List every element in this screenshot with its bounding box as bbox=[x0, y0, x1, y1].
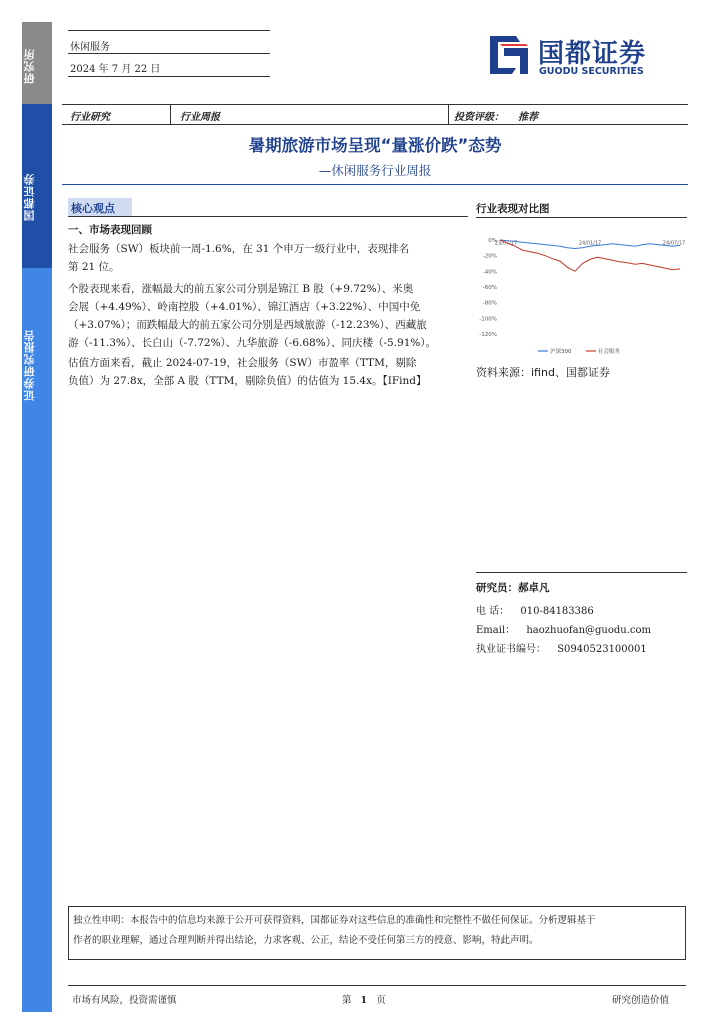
text-line: 第 21 位。 bbox=[68, 261, 120, 273]
y-tick-label: -100% bbox=[479, 316, 497, 323]
header-rule-top bbox=[68, 30, 270, 31]
title-rule bbox=[62, 184, 688, 185]
analyst-phone-row bbox=[476, 602, 594, 617]
sidebar-top-block bbox=[22, 22, 52, 104]
paragraph-stock-performance bbox=[68, 280, 468, 352]
email-label: Email： bbox=[476, 625, 516, 636]
category-divider-2 bbox=[448, 104, 449, 124]
legend-label: 沪深300 bbox=[550, 349, 572, 355]
paragraph-sector-performance bbox=[68, 240, 468, 276]
rating-label: 投资评级： bbox=[454, 112, 504, 123]
core-rule bbox=[68, 216, 468, 217]
sidebar-bottom-label: 证券研究报告 bbox=[23, 329, 36, 401]
sidebar-top-label: 研究所 bbox=[23, 48, 36, 84]
sidebar-mid-block bbox=[22, 104, 52, 268]
chart-title: 行业表现对比图 bbox=[476, 203, 550, 215]
disclaimer-line: 独立性申明：本报告中的信息均来源于公开可获得资料，国都证券对这些信息的准确性和完整性不做任何保证。分析逻辑基于 bbox=[73, 915, 596, 926]
analyst-name: 研究员：郝卓凡 bbox=[476, 582, 550, 594]
footer-risk-note: 市场有风险，投资需谨慎 bbox=[72, 995, 177, 1006]
y-tick-label: 0% bbox=[488, 237, 497, 244]
chart-title-rule bbox=[476, 217, 687, 218]
y-tick-label: -120% bbox=[479, 332, 497, 338]
category-divider-1 bbox=[170, 104, 171, 124]
guodu-logo-icon bbox=[486, 32, 532, 78]
cert-label: 执业证书编号： bbox=[476, 644, 546, 655]
text-line: 游（-11.3%）、长白山（-7.72%）、九华旅游（-6.68%）、同庆楼（-5.91%）。 bbox=[68, 337, 437, 349]
page-suffix: 页 bbox=[376, 995, 386, 1006]
x-tick-label: 24/07/17 bbox=[662, 240, 686, 247]
category-rule-bottom bbox=[62, 124, 688, 125]
category-rule-top bbox=[62, 104, 688, 105]
footer-slogan: 研究创造价值 bbox=[612, 995, 670, 1006]
analyst-cert-row bbox=[476, 640, 647, 655]
core-viewpoint-label: 核心观点 bbox=[71, 202, 115, 215]
analyst-email-row bbox=[476, 621, 651, 636]
footer-rule bbox=[68, 985, 686, 986]
x-tick-label: 24/01/17 bbox=[578, 240, 602, 247]
text-line: 社会服务（SW）板块前一周-1.6%，在 31 个申万一级行业中，表现排名 bbox=[68, 243, 410, 255]
text-line: （+3.07%）；而跌幅最大的前五家公司分别是西域旅游（-12.23%）、西藏旅 bbox=[68, 319, 427, 331]
paragraph-valuation bbox=[68, 354, 468, 390]
category-industry-research: 行业研究 bbox=[70, 112, 110, 123]
y-tick-label: -20% bbox=[482, 253, 497, 260]
y-tick-label: -80% bbox=[482, 300, 497, 307]
logo-text-cn: 国都证券 bbox=[538, 39, 647, 69]
text-line: 会展（+4.49%）、岭南控股（+4.01%）、锦江酒店（+3.22%）、中国中免 bbox=[68, 301, 421, 313]
disclaimer-box bbox=[68, 906, 686, 960]
email-value[interactable]: haozhuofan@guodu.com bbox=[526, 625, 652, 636]
sidebar-mid-label: 国都证券 bbox=[23, 173, 36, 221]
header-rule-bottom bbox=[68, 76, 270, 77]
core-viewpoint-box bbox=[68, 198, 132, 216]
analyst-rule bbox=[476, 572, 687, 573]
page-prefix: 第 bbox=[342, 995, 352, 1006]
logo-text-en: GUODU SECURITIES bbox=[539, 66, 644, 77]
cert-value: S0940523100001 bbox=[557, 644, 647, 655]
phone-label: 电 话： bbox=[476, 606, 510, 617]
phone-value: 010-84183386 bbox=[520, 606, 594, 617]
y-tick-label: -60% bbox=[482, 284, 497, 291]
page-num: 1 bbox=[360, 995, 368, 1006]
disclaimer-line: 作者的职业理解，通过合理判断并得出结论，力求客观、公正，结论不受任何第三方的授意、影响，特此声明。 bbox=[73, 935, 539, 946]
industry-performance-chart bbox=[476, 228, 686, 358]
section-market-review: 一、市场表现回顾 bbox=[68, 224, 152, 236]
page-number bbox=[342, 992, 386, 1006]
text-line: 负值）为 27.8x，全部 A 股（TTM，剔除负值）的估值为 15.4x。【IFind】 bbox=[68, 375, 427, 387]
legend-label: 社会服务 bbox=[598, 349, 621, 355]
report-subtitle: —休闲服务行业周报 bbox=[318, 163, 432, 178]
y-tick-label: -40% bbox=[482, 269, 497, 276]
text-line: 个股表现来看，涨幅最大的前五家公司分别是锦江 B 股（+9.72%）、米奥 bbox=[68, 283, 414, 295]
sector-label: 休闲服务 bbox=[70, 42, 110, 53]
text-line: 估值方面来看，截止 2024-07-19，社会服务（SW）市盈率（TTM，剔除 bbox=[68, 357, 417, 369]
category-bar bbox=[62, 104, 688, 124]
x-tick-label: 23/07/17 bbox=[494, 240, 518, 247]
sidebar-bottom-block bbox=[22, 268, 52, 1012]
header-rule-mid bbox=[68, 53, 270, 54]
report-title: 暑期旅游市场呈现“量涨价跌”态势 bbox=[248, 136, 502, 155]
report-date: 2024 年 7 月 22 日 bbox=[70, 64, 161, 75]
rating-value: 推荐 bbox=[518, 112, 538, 123]
chart-source: 资料来源：ifind、国都证券 bbox=[476, 366, 610, 379]
category-weekly-report: 行业周报 bbox=[180, 112, 220, 123]
